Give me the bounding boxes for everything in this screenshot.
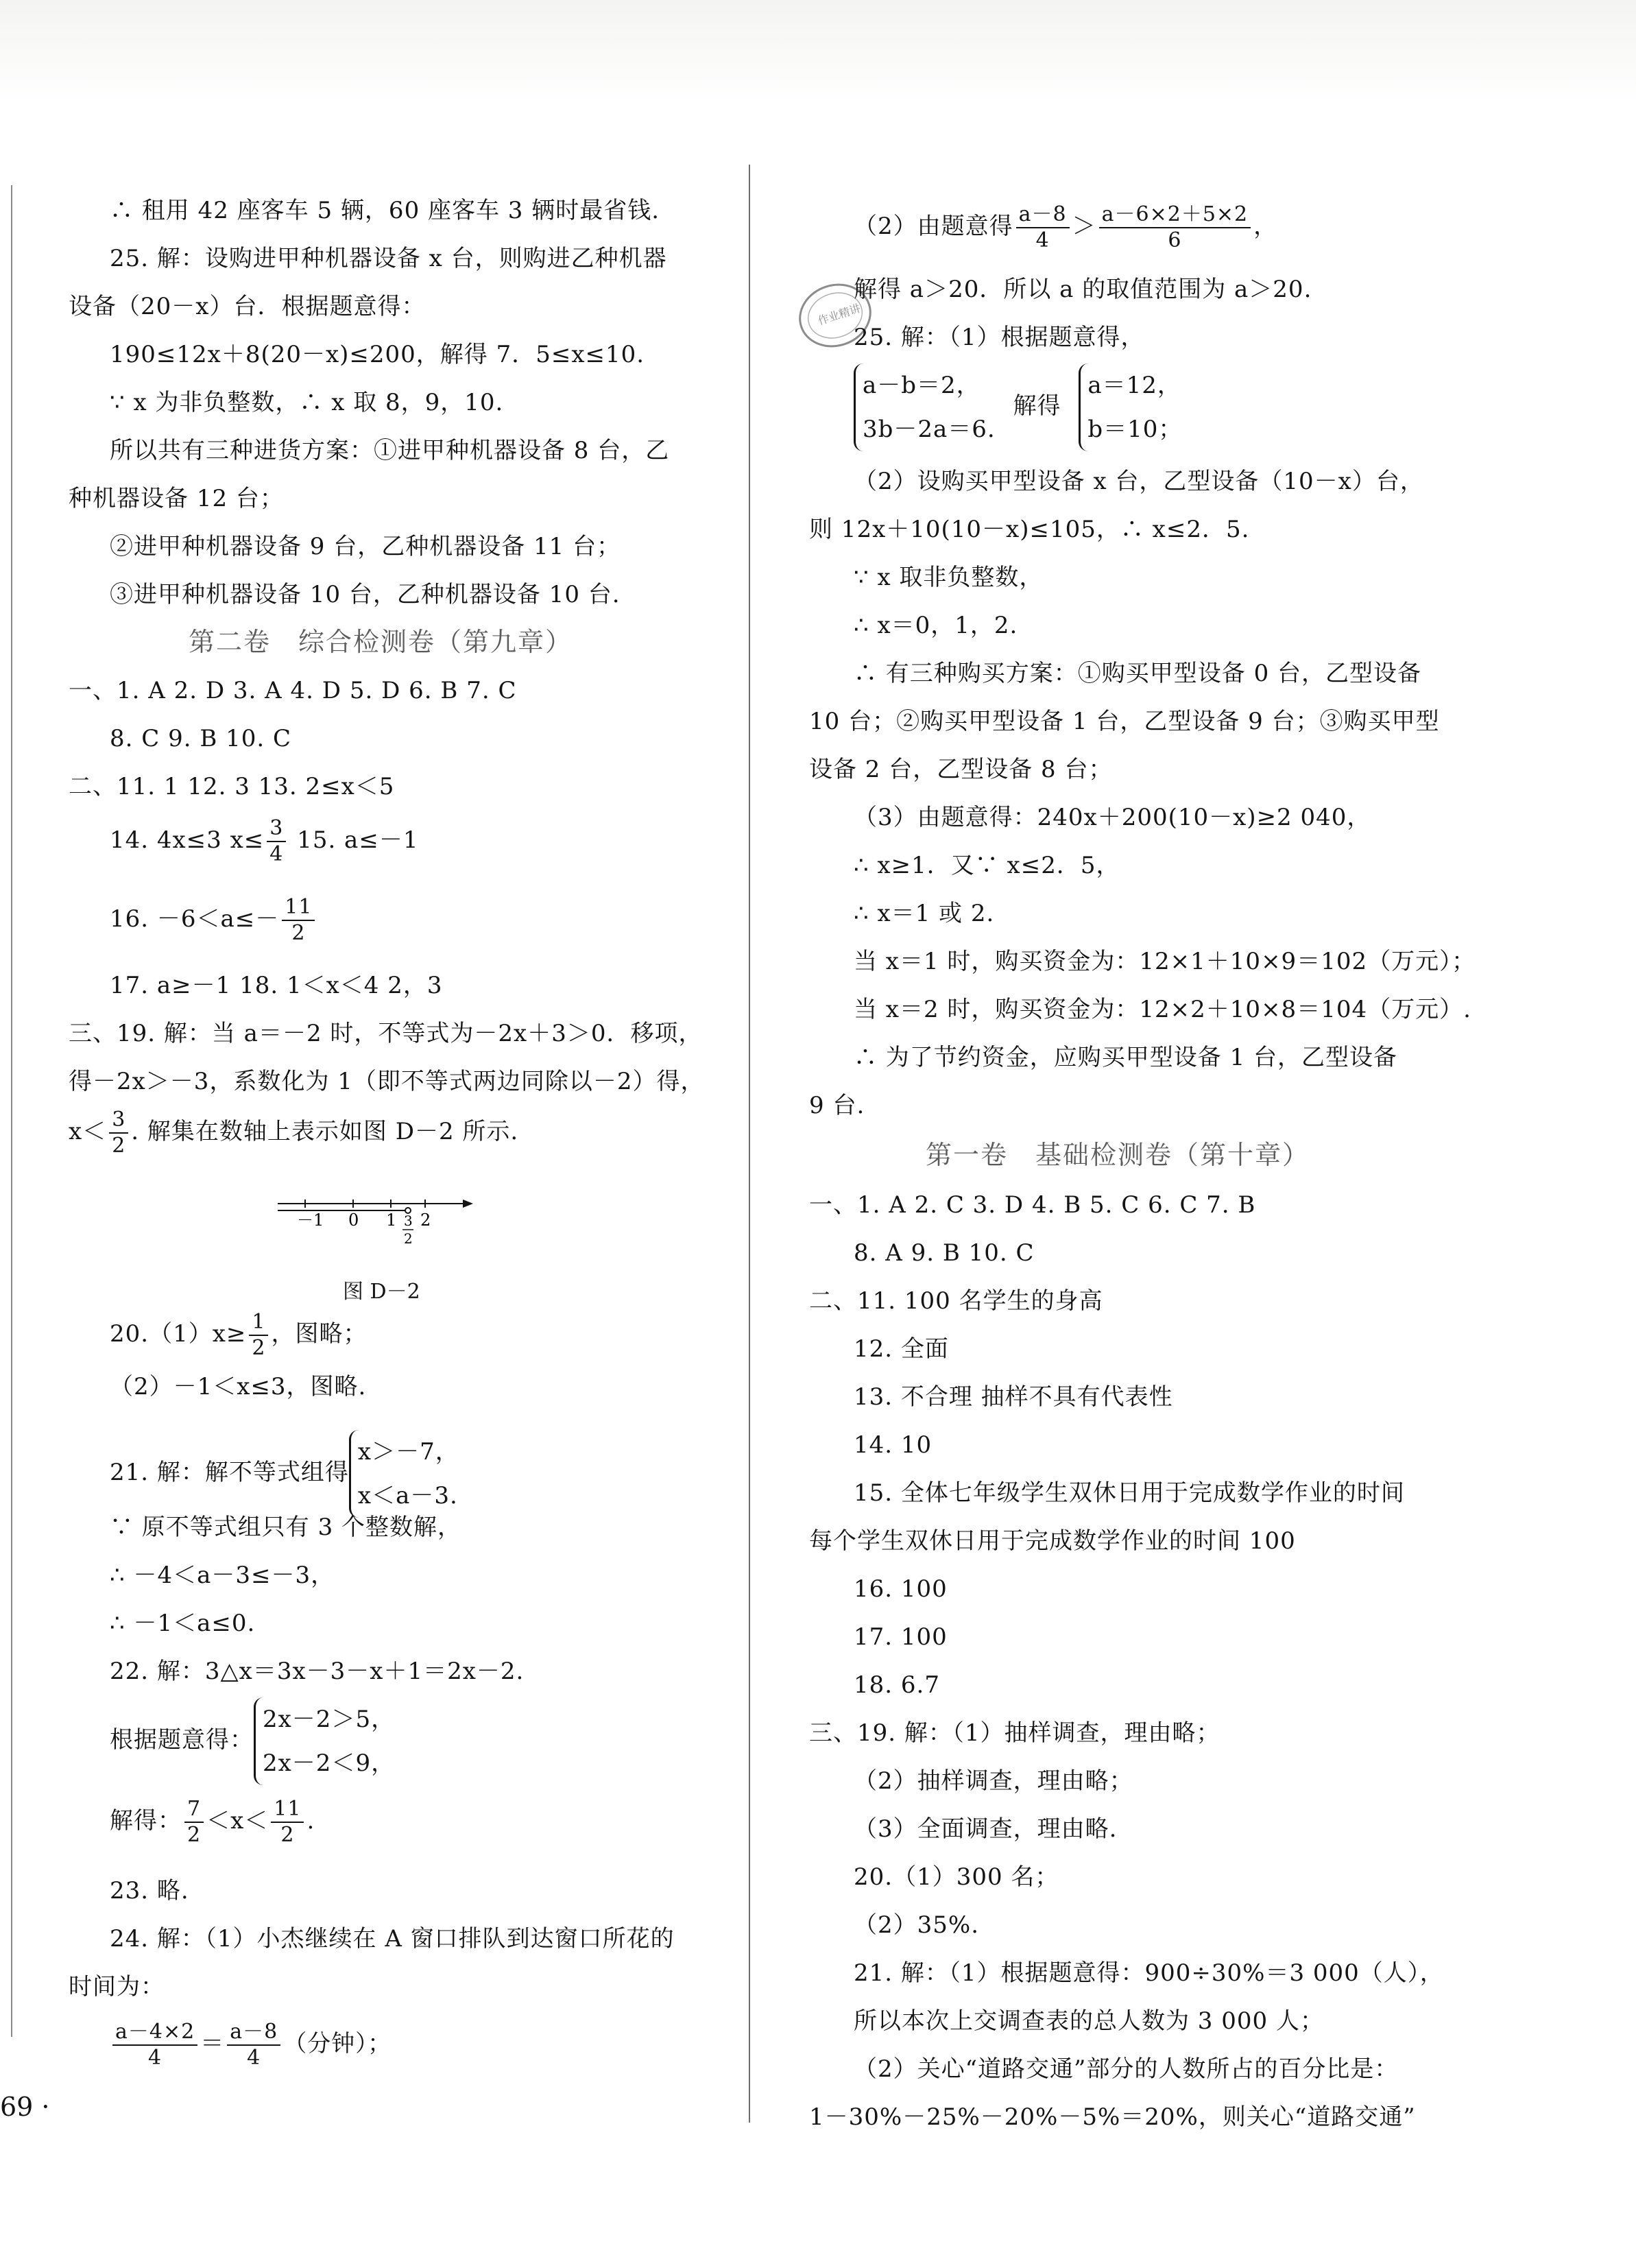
tick-label: 2 [420,1210,431,1230]
answer-line: 种机器设备 12 台； [69,485,284,512]
answer-line: 13. 不合理 抽样不具有代表性 [854,1383,1173,1411]
answer-line: ∴ 租用 42 座客车 5 辆，60 座客车 3 辆时最省钱. [110,197,660,224]
answer-line: 25. 解：设购进甲种机器设备 x 台，则购进乙种机器 [110,245,667,272]
answer-line: （3）由题意得：240x＋200(10－x)≥2 040， [854,804,1371,831]
answer-line: ∴ x＝1 或 2. [854,900,995,927]
answer-line: 17. a≥－1 18. 1＜x＜4 2，3 [110,972,443,999]
answer-line: 23. 略. [110,1877,189,1905]
answer-line: ∴ －4＜a－3≤－3， [110,1562,335,1589]
answer-line: 则 12x＋10(10－x)≤105，∴ x≤2．5. [809,516,1250,543]
answer-line: 设备 2 台，乙型设备 8 台； [809,756,1113,783]
fraction: $\frac{11}{2}$ [271,1797,304,1848]
inequality-system: 2x－2＞5， 2x－2＜9， [254,1697,395,1785]
number-line-figure [278,1190,477,1258]
answer-line: 二、11. 1 12. 3 13. 2≤x＜5 [69,773,395,800]
fraction: $\frac{3}{4}$ [267,816,286,867]
page-number: 69 · [0,2092,50,2122]
answer-line: 20.（1）x≥ $\frac{1}{2}$ ，图略； [110,1310,368,1360]
answer-line: 25. 解：（1）根据题意得， [854,324,1145,351]
answer-line: 12. 全面 [854,1335,949,1363]
answer-line: x＜ $\frac{3}{2}$ . 解集在数轴上表示如图 D－2 所示. [69,1108,519,1158]
answer-line: 当 x＝2 时，购买资金为：12×2＋10×8＝104（万元）. [854,996,1471,1023]
answer-line: 二、11. 100 名学生的身高 [809,1287,1103,1315]
answer-line: ∴ 为了节约资金，应购买甲型设备 1 台，乙型设备 [854,1044,1398,1071]
answer-line: 20.（1）300 名； [854,1863,1059,1891]
left-column [0,0,747,2268]
fraction: $\frac{7}{2}$ [184,1797,204,1848]
fraction: $\frac{a-6\times 2+5\times 2}{6}$ [1099,202,1251,253]
answer-line: 根据题意得： 2x－2＞5， 2x－2＜9， [110,1697,395,1785]
answer-line: $\frac{a-4\times 2}{4}$ ＝ $\frac{a-8}{4}$ （分钟）； [110,2020,392,2070]
answer-line: 21. 解：（1）根据题意得：900÷30%＝3 000（人）， [854,1959,1444,1987]
answer-line: （2）由题意得 $\frac{a-8}{4}$ ＞ $\frac{a-6\times 2+5\times 2}{6}$ ， [854,202,1278,252]
fraction: $\frac{a-8}{4}$ [227,2020,280,2070]
fraction: $\frac{a-8}{4}$ [1016,202,1070,253]
inequality-system: x＞－7， x＜a－3. [349,1430,459,1518]
answer-line: 设备（20－x）台．根据题意得： [69,293,426,320]
answer-line: 当 x＝1 时，购买资金为：12×1＋10×9＝102（万元）； [854,948,1476,975]
answer-line: （2）关心“道路交通”部分的人数所占的百分比是： [854,2055,1399,2083]
svg-text:作业精讲: 作业精讲 [816,301,863,328]
answer-line: 1－30%－25%－20%－5%＝20%，则关心“道路交通” [809,2103,1416,2131]
tick-label-fraction-numerator: 3 [404,1213,413,1229]
answer-line: 9 台. [809,1092,865,1119]
answer-line: 17. 100 [854,1623,948,1651]
answer-line: （3）全面调查，理由略. [854,1815,1118,1843]
answer-line: 21. 解：解不等式组得 x＞－7， x＜a－3. [110,1430,459,1518]
answer-line: 16. －6＜a≤－ $\frac{11}{2}$ [110,895,317,946]
section-heading: 第二卷 综合检测卷（第九章） [189,627,573,657]
column-divider [749,165,750,2123]
answer-line: 14. 4x≤3 x≤ $\frac{3}{4}$ 15. a≤－1 [110,816,419,866]
answer-line: ∴ x＝0，1，2. [854,612,1018,639]
answer-line: ∵ x 为非负整数，∴ x 取 8，9，10. [110,389,504,416]
answer-line: ∴ －1＜a≤0. [110,1610,256,1637]
tick-label: 1 [386,1210,397,1230]
answer-line: 18. 6.7 [854,1671,940,1699]
answer-line: ∵ x 取非负整数， [854,564,1044,591]
answer-line: （2）设购买甲型设备 x 台，乙型设备（10－x）台， [854,468,1424,495]
fraction: $\frac{a-4\times 2}{4}$ [112,2020,197,2070]
answer-line: 22. 解：3△x＝3x－3－x＋1＝2x－2. [110,1658,525,1685]
fraction: $\frac{3}{2}$ [109,1108,128,1158]
answer-line: ②进甲种机器设备 9 台，乙种机器设备 11 台； [110,533,621,560]
answer-line: 190≤12x＋8(20－x)≤200，解得 7．5≤x≤10. [110,341,645,368]
answer-line: 10 台；②购买甲型设备 1 台，乙型设备 9 台；③购买甲型 [809,708,1440,735]
answer-line: 一、1. A 2. C 3. D 4. B 5. C 6. C 7. B [809,1191,1256,1219]
fraction: $\frac{11}{2}$ [282,895,315,946]
answer-line: （2）35%. [854,1911,980,1939]
answer-line: 解得： $\frac{7}{2}$ ＜x＜ $\frac{11}{2}$ . [110,1797,315,1847]
tick-label: －1 [297,1210,324,1230]
answer-line: 三、19. 解：（1）抽样调查，理由略； [809,1719,1220,1747]
answer-line: 得－2x＞－3，系数化为 1（即不等式两边同除以－2）得， [69,1068,705,1095]
answer-line: 一、1. A 2. D 3. A 4. D 5. D 6. B 7. C [69,677,517,704]
answer-line: 16. 100 [854,1575,948,1603]
answer-line: 所以本次上交调查表的总人数为 3 000 人； [854,2007,1324,2035]
answer-line: 所以共有三种进货方案：①进甲种机器设备 8 台，乙 [110,437,670,464]
answer-line: 24. 解：（1）小杰继续在 A 窗口排队到达窗口所花的 [110,1925,675,1953]
answer-line: ∴ 有三种购买方案：①购买甲型设备 0 台，乙型设备 [854,660,1422,687]
answer-line: 时间为： [69,1973,165,2001]
answer-line: 三、19. 解：当 a＝－2 时，不等式为－2x＋3＞0．移项， [69,1020,703,1047]
answer-line: a－b＝2， 3b－2a＝6. 解得 a＝12， b＝10； [854,363,1182,451]
tick-label-fraction-denominator: 2 [404,1230,413,1247]
answer-line: （2）－1＜x≤3，图略. [110,1373,367,1400]
tick-label: 0 [348,1210,359,1230]
answer-line: 解得 a＞20．所以 a 的取值范围为 a＞20. [854,276,1312,303]
number-line-arrow [463,1199,473,1208]
section-heading: 第一卷 基础检测卷（第十章） [926,1140,1310,1170]
answer-line: ③进甲种机器设备 10 台，乙种机器设备 10 台. [110,581,621,608]
fraction: $\frac{1}{2}$ [249,1310,268,1361]
solution-system: a＝12， b＝10； [1079,363,1182,451]
answer-line: 8. C 9. B 10. C [110,725,292,752]
answer-line: 15. 全体七年级学生双休日用于完成数学作业的时间 [854,1479,1405,1507]
figure-caption: 图 D－2 [343,1280,420,1304]
answer-line: （2）抽样调查，理由略； [854,1767,1133,1795]
answer-line: 每个学生双休日用于完成数学作业的时间 100 [809,1527,1296,1555]
answer-line: ∵ 原不等式组只有 3 个整数解， [110,1514,462,1541]
equation-system: a－b＝2， 3b－2a＝6. [854,363,996,451]
answer-line: 14. 10 [854,1431,933,1459]
answer-line: 8. A 9. B 10. C [854,1239,1035,1267]
answer-line: ∴ x≥1．又∵ x≤2．5， [854,852,1120,879]
right-column [751,0,1636,2268]
